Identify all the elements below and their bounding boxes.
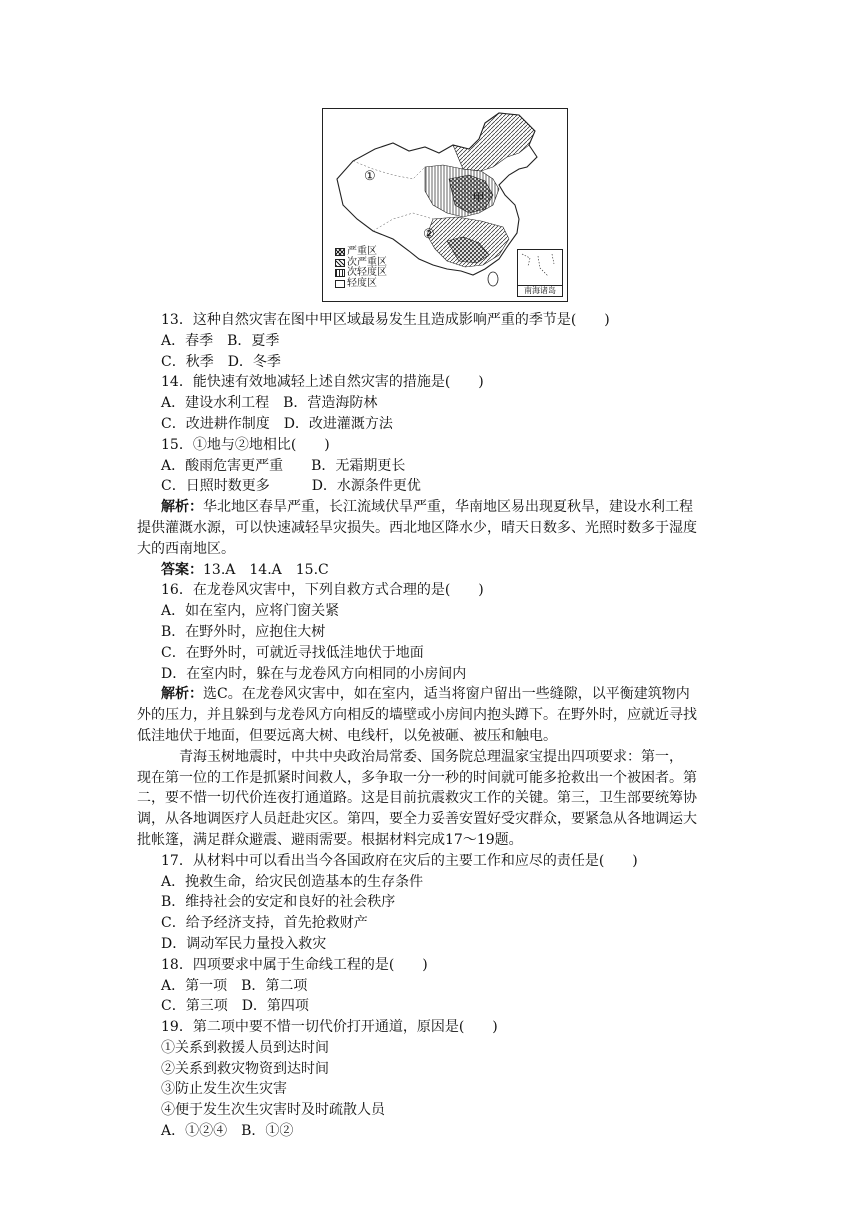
q15-stem: 15．①地与②地相比( ) (161, 436, 330, 453)
south-china-sea-inset (517, 249, 563, 297)
q19-stem: 19．第二项中要不惜一切代价打开通道，原因是( ) (161, 1019, 498, 1036)
q13-options-2: C．秋季 D．冬季 (161, 353, 281, 370)
q14-stem: 14．能快速有效地减轻上述自然灾害的措施是( ) (161, 374, 484, 391)
q16-option-c: C．在野外时，可就近寻找低洼地伏于地面 (161, 644, 424, 661)
q16-option-d: D．在室内时，躲在与龙卷风方向相同的小房间内 (161, 665, 467, 682)
material-line-5: 批帐篷，满足群众避震、避雨需要。根据材料完成17～19题。 (137, 831, 523, 848)
answer-line: 答案：13.A 14.A 15.C (161, 561, 329, 578)
q19-options: A．①②④ B．①② (161, 1123, 294, 1140)
q13-options-1: A．春季 B．夏季 (161, 332, 280, 349)
analysis-label: 解析： (161, 686, 203, 703)
legend-light: 轻度区 (335, 279, 387, 290)
q15-options-2: C．日照时数更多 D．水源条件更优 (161, 478, 421, 495)
analysis-1-line-3: 大的西南地区。 (137, 540, 235, 557)
q16-stem: 16．在龙卷风灾害中，下列自救方式合理的是( ) (161, 582, 484, 599)
analysis-2-line-2: 外的压力，并且躲到与龙卷风方向相反的墙壁或小房间内抱头蹲下。在野外时，应就近寻找 (137, 707, 697, 724)
q19-item-1: ①关系到救援人员到达时间 (161, 1039, 329, 1056)
q18-stem: 18．四项要求中属于生命线工程的是( ) (161, 956, 428, 973)
legend-severe: 严重区 (335, 247, 387, 258)
q18-options-1: A．第一项 B．第二项 (161, 977, 308, 994)
q15-options-1: A．酸雨危害更严重 B．无霜期更长 (161, 457, 406, 474)
legend-sub-severe: 次严重区 (335, 258, 387, 269)
map-label-jia: 甲 (473, 191, 484, 204)
q19-item-4: ④便于发生次生灾害时及时疏散人员 (161, 1102, 385, 1119)
legend-sub-light: 次轻度区 (335, 268, 387, 279)
question-content (137, 310, 721, 1142)
inset-islands (518, 250, 560, 284)
q14-options-2: C．改进耕作制度 D．改进灌溉方法 (161, 415, 393, 432)
q19-item-2: ②关系到救灾物资到达时间 (161, 1060, 329, 1077)
q14-options-1: A．建设水利工程 B．营造海防林 (161, 395, 378, 412)
map-legend (335, 247, 387, 289)
material-line-2: 现在第一位的工作是抓紧时间救人，多争取一分一秒的时间就可能多抢救出一个被困者。第 (137, 769, 697, 786)
material-line-4: 调，从各地调医疗人员赶赴灾区。第四，要全力妥善安置好受灾群众，要紧急从各地调运大 (137, 811, 697, 828)
material-line-1: 青海玉树地震时，中共中央政治局常委、国务院总理温家宝提出四项要求：第一， (137, 748, 683, 765)
q17-option-c: C．给予经济支持，首先抢救财产 (161, 915, 368, 932)
material-line-3: 二，要不惜一切代价连夜打通道路。这是目前抗震救灾工作的关键。第三，卫生部要统筹协 (137, 790, 697, 807)
q17-stem: 17．从材料中可以看出当今各国政府在灾后的主要工作和应尽的责任是( ) (161, 852, 638, 869)
analysis-1-line-1: 解析：华北地区春旱严重，长江流域伏旱严重，华南地区易出现夏秋旱，建设水利工程 (161, 499, 693, 516)
analysis-2-line-3: 低洼地伏于地面，但要远离大树、电线杆，以免被砸、被压和触电。 (137, 727, 557, 744)
inset-label: 南海诸岛 (518, 285, 562, 296)
q17-option-d: D．调动军民力量投入救灾 (161, 935, 327, 952)
map-label-2: ② (423, 227, 435, 242)
q18-options-2: C．第三项 D．第四项 (161, 998, 309, 1015)
q17-option-a: A．挽救生命，给灾民创造基本的生存条件 (161, 873, 424, 890)
china-drought-map (322, 108, 568, 302)
answer-label: 答案： (161, 561, 203, 578)
q19-item-3: ③防止发生次生灾害 (161, 1081, 287, 1098)
q16-option-b: B．在野外时，应抱住大树 (161, 623, 326, 640)
analysis-1-line-2: 提供灌溉水源，可以快速减轻旱灾损失。西北地区降水少，晴天日数多、光照时数多于湿度 (137, 519, 697, 536)
q13-stem: 13．这种自然灾害在图中甲区域最易发生且造成影响严重的季节是( ) (161, 312, 610, 328)
analysis-2-line-1: 解析：选C。在龙卷风灾害中，如在室内，适当将窗户留出一些缝隙，以平衡建筑物内 (161, 686, 690, 703)
q17-option-b: B．维持社会的安定和良好的社会秩序 (161, 894, 396, 911)
q16-option-a: A．如在室内，应将门窗关紧 (161, 603, 340, 620)
analysis-label: 解析： (161, 499, 203, 516)
map-label-1: ① (364, 169, 376, 184)
